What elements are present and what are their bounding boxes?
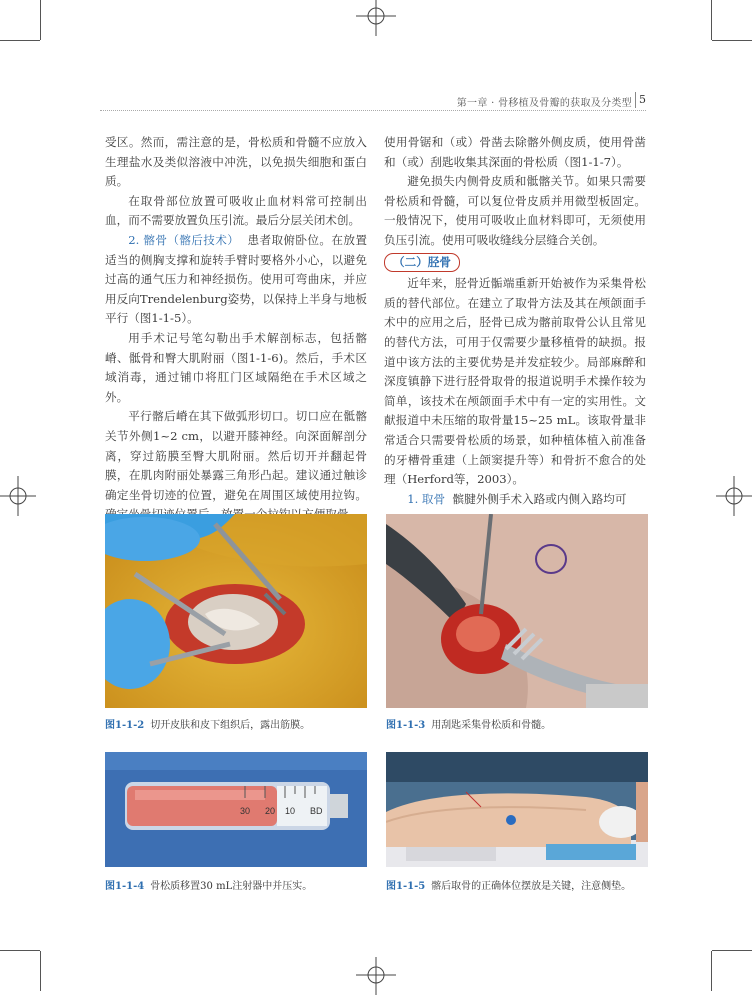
figure-caption (386, 877, 631, 892)
figure-1-1-2-photo (105, 514, 367, 708)
registration-mark-icon (356, 955, 396, 995)
paragraph (384, 490, 646, 510)
crop-mark (0, 950, 40, 951)
crop-mark (40, 951, 41, 991)
subsection-heading: 2. 髂骨（髂后技术） (128, 232, 240, 247)
caption-text: 切开皮肤和皮下组织后，露出筋膜。 (150, 720, 311, 731)
figure-label: 图1-1-5 (386, 881, 426, 892)
figure-1-1-3-photo (386, 514, 648, 708)
header-divider (635, 92, 636, 108)
crop-mark (712, 40, 752, 41)
syringe-mark: 30 (240, 806, 251, 816)
syringe-mark: 10 (285, 806, 296, 816)
figure-label: 图1-1-2 (105, 720, 145, 731)
subsection-heading: 1. 取骨 (407, 491, 446, 506)
paragraph: 用手术记号笔勾勒出手术解剖标志，包括髂嵴、骶骨和臀大肌附丽（图1-1-6)。然后，手术区域消毒，通过铺巾将肛门区域隔绝在手术区域之外。 (105, 330, 367, 404)
registration-mark-icon (356, 0, 396, 40)
crop-mark (40, 0, 41, 40)
running-header (100, 92, 646, 111)
syringe-mark: 20 (265, 806, 276, 816)
paragraph: 近年来，胫骨近骺端重新开始被作为采集骨松质的替代部位。在建立了取骨方法及其在颅颌面手术中的应用之后，胫骨已成为髂前取骨公认且常见的替代方法，可用于仅需要少量移植骨的缺损。报道中该方法的主要优势是并发症较少。局部麻醉和深度镇静下进行胫骨取骨的报道说明手术操作较为简单，该技术在颅颌面手术中有一定的实用性。文献报道中未压缩的取骨量15~25 mL。该取骨量非常适合只需要骨松质的场景，如种植体植入前准备的牙槽骨重建（上颌窦提升等）和骨折不愈合的处理（Herford等，2003）。 (384, 276, 646, 487)
left-column (105, 133, 367, 525)
figure-1-1-4-photo (105, 752, 367, 867)
paragraph: 平行髂后嵴在其下做弧形切口。切口应在骶髂关节外侧1~2 cm，以避开膝神经。向深面解剖分离，穿过筋膜至臀大肌附丽。然后切开并翻起骨膜，在肌肉附丽处暴露三角形凸起。建议通过触诊确定坐骨切迹的位置，避免在周围区域使用拉钩。 (105, 409, 367, 502)
page-number: 5 (639, 93, 646, 106)
caption-text: 髂后取骨的正确体位摆放是关键，注意侧垫。 (431, 881, 632, 892)
figure-label: 图1-1-3 (386, 720, 426, 731)
right-column (384, 133, 646, 509)
figure-caption (105, 877, 312, 892)
caption-text: 骨松质移置30 mL注射器中并压实。 (150, 881, 313, 892)
section-heading (384, 253, 646, 273)
syringe-mark: BD (310, 806, 323, 816)
registration-mark-icon (0, 476, 40, 516)
paragraph-text: 患者取俯卧位。在放置适当的侧胸支撑和旋转手臂时要格外小心，以避免过高的通气压力和神经损伤。使用可弯曲床，并应用反向Trendelenburg姿势，以保持上半身与地板平行（图1-1-5）。 (105, 232, 367, 326)
caption-text: 用刮匙采集骨松质和骨髓。 (431, 720, 552, 731)
paragraph: 使用骨锯和（或）骨凿去除髂外侧皮质，使用骨凿和（或）刮匙收集其深面的骨松质（图1-1-7）。 (384, 135, 646, 169)
figure-label: 图1-1-4 (105, 881, 145, 892)
paragraph: 避免损失内侧骨皮质和骶髂关节。如果只需要骨松质和骨髓，可以复位骨皮质并用微型板固定。一般情况下，使用可吸收止血材料即可，无须使用负压引流。使用可吸收缝线分层缝合关创。 (384, 174, 646, 247)
figure-caption (386, 716, 551, 731)
paragraph: 在取骨部位放置可吸收止血材料常可控制出血，而不需要放置负压引流。最后分层关闭术创。 (105, 193, 367, 228)
section-title: （二）胫骨 (384, 253, 460, 272)
paragraph (105, 231, 367, 329)
figure-caption (105, 716, 310, 731)
crop-mark (711, 951, 712, 991)
figure-1-1-5-photo (386, 752, 648, 867)
crop-mark (712, 950, 752, 951)
paragraph: 受区。然而，需注意的是，骨松质和骨髓不应放入生理盐水及类似溶液中冲洗，以免损失细胞和蛋白质。 (105, 135, 367, 189)
registration-mark-icon (712, 476, 752, 516)
chapter-title: 第一章 · 骨移植及骨瓣的获取及分类型 (456, 98, 632, 109)
crop-mark (711, 0, 712, 40)
paragraph-text: 髌腱外侧手术入路或内侧入路均可 (452, 491, 627, 506)
crop-mark (0, 40, 40, 41)
